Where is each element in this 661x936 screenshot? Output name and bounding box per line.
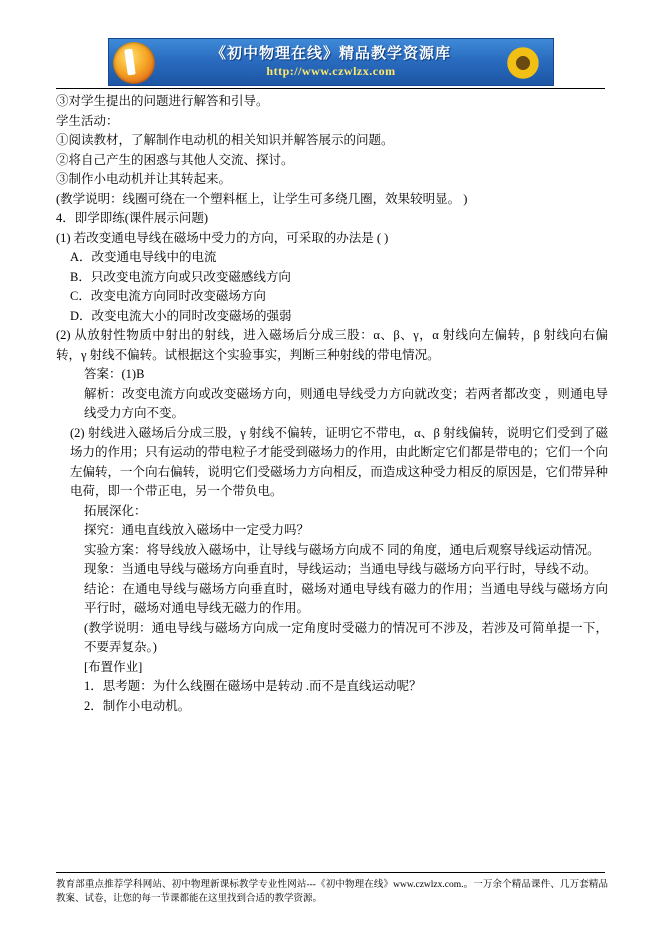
body-line: B．只改变电流方向或只改变磁感线方向 [70, 269, 291, 284]
body-line: 2．制作小电动机。 [84, 698, 191, 713]
page-footer: 教育部重点推荐学科网站、初中物理新课标教学专业性网站---《初中物理在线》www.czwlzx.com.。一万余个精品课件、几万套精品教案、试卷，让您的每一节课都能在这里找到合适的教学资源。 [56, 880, 608, 904]
banner-url: http://www.czwlzx.com [266, 64, 396, 78]
body-line: A．改变通电导线中的电流 [70, 250, 217, 264]
body-line: (1) 若改变通电导线在磁场中受力的方向，可采取的办法是 ( ) [56, 230, 389, 245]
body-line: 答案：(1)B [84, 367, 145, 381]
body-line: (2) 射线进入磁场后分成三股，γ 射线不偏转，证明它不带电，α、β 射线偏转，说明它们受到了磁场力的作用；只有运动的带电粒子才能受到磁场力的作用，由此断定它们都是带电的；它们一个向左偏转，一个向右偏转，说明它们受磁场力方向相反，而造成这种受力相反的原因是，它们带异种电荷，即一个带正电，另一个带负电。 [70, 425, 608, 498]
body-line: 1．思考题：为什么线圈在磁场中是转动 .而不是直线运动呢？ [84, 679, 422, 693]
body-line: D．改变电流大小的同时改变磁场的强弱 [70, 308, 292, 323]
flame-logo-icon [113, 42, 155, 84]
body-line: (教学说明：通电导线与磁场方向成一定角度时受磁力的情况可不涉及，若涉及可简单提一下，不要弄复杂。) [84, 620, 608, 654]
body-line: [布置作业] [84, 659, 143, 674]
body-line: 拓展深化： [84, 503, 147, 518]
body-line: ③制作小电动机并让其转起来。 [56, 172, 232, 186]
body-line: 4．即学即练(课件展示问题) [56, 211, 209, 225]
body-line: 探究：通电直线放入磁场中一定受力吗？ [84, 523, 310, 537]
body-line: (2) 从放射性物质中射出的射线，进入磁场后分成三股：α、β、γ，α 射线向左偏转，β 射线向右偏转，γ 射线不偏转。试根据这个实验事实，判断三种射线的带电情况。 [56, 328, 608, 362]
header-divider [56, 88, 605, 89]
body-line: ③对学生提出的问题进行解答和引导。 [56, 94, 269, 108]
body-line: ②将自己产生的困惑与其他人交流、探讨。 [56, 152, 294, 167]
footer-divider [56, 872, 605, 873]
body-line: 结论：在通电导线与磁场方向垂直时，磁场对通电导线有磁力的作用；当通电导线与磁场方向平行时，磁场对通电导线无磁力的作用。 [84, 581, 608, 615]
body-line: ①阅读教材，了解制作电动机的相关知识并解答展示的问题。 [56, 133, 394, 147]
body-line: (教学说明：线圈可绕在一个塑料框上，让学生可多绕几圈，效果较明显。 ) [56, 191, 468, 206]
body-line: C．改变电流方向同时改变磁场方向 [70, 289, 266, 303]
banner-title: 《初中物理在线》精品教学资源库 [210, 46, 451, 62]
document-body [56, 92, 608, 716]
site-banner [108, 38, 554, 86]
sunflower-icon [501, 41, 545, 85]
body-line: 解析：改变电流方向或改变磁场方向，则通电导线受力方向就改变；若两者都改变 ，则通电导线受力方向不变。 [84, 386, 608, 420]
body-line: 学生活动： [56, 113, 119, 128]
body-line: 现象：当通电导线与磁场方向垂直时，导线运动；当通电导线与磁场方向平行时，导线不动。 [84, 562, 597, 576]
body-line: 实验方案：将导线放入磁场中，让导线与磁场方向成不 同的角度，通电后观察导线运动情况。 [84, 542, 600, 557]
sunflower-petals-icon [501, 41, 545, 85]
